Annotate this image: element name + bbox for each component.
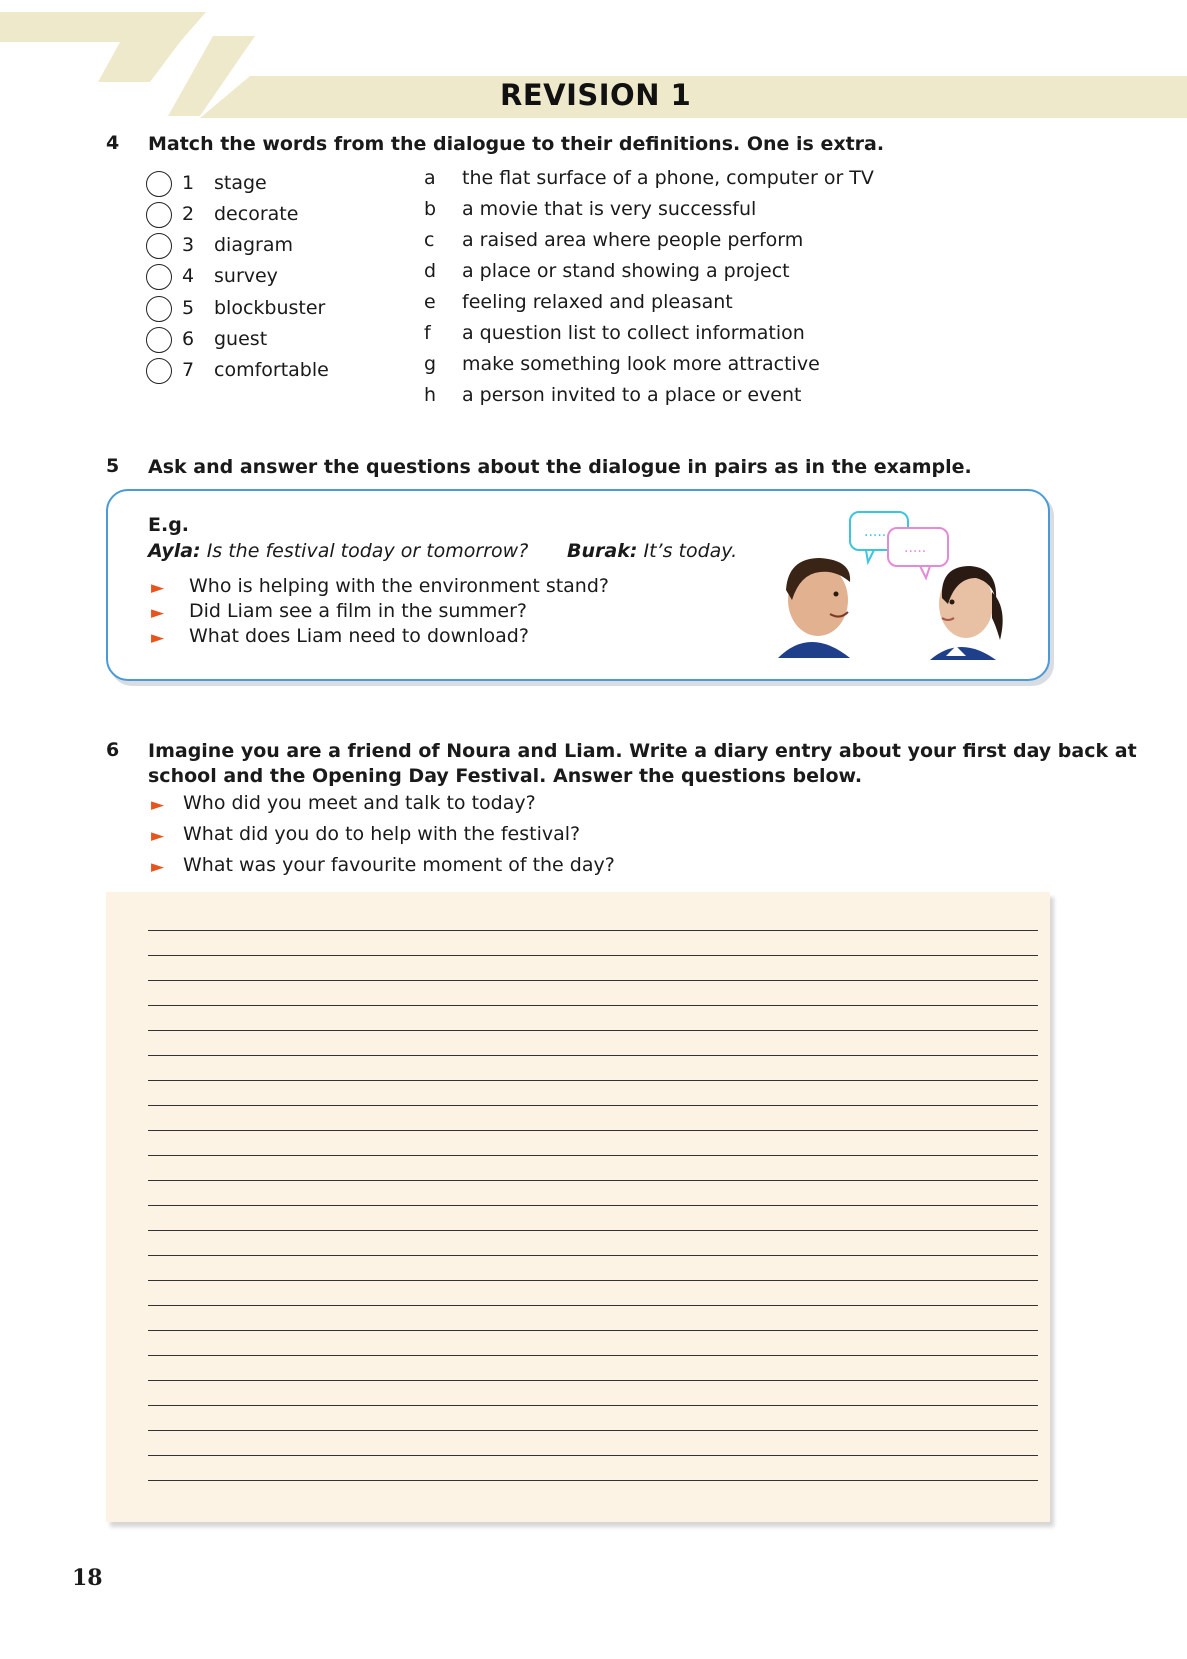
answer-circle[interactable]: [146, 202, 172, 228]
exercise-6-number: 6: [106, 739, 120, 761]
word-number: 5: [182, 297, 195, 319]
word-text: stage: [214, 172, 267, 194]
page-number: 18: [72, 1565, 103, 1591]
exercise-6-instruction-line-1: Imagine you are a friend of Noura and Liam. Write a diary entry about your first day back at: [148, 740, 1137, 762]
definition-letter: c: [424, 229, 435, 251]
definition-letter: h: [424, 384, 437, 406]
arrow-bullet-icon: ►: [151, 795, 165, 815]
question-item: Who is helping with the environment stand?: [189, 575, 609, 597]
writing-line[interactable]: [148, 1180, 1038, 1181]
writing-line[interactable]: [148, 1005, 1038, 1006]
writing-line[interactable]: [148, 1305, 1038, 1306]
exercise-5-instruction: Ask and answer the questions about the dialogue in pairs as in the example.: [148, 456, 972, 478]
word-number: 2: [182, 203, 195, 225]
definition-item: [424, 229, 1024, 260]
definition-item: [424, 167, 1024, 198]
boy-avatar: [778, 558, 850, 658]
answer-circle[interactable]: [146, 264, 172, 290]
girl-avatar: [930, 566, 1003, 660]
arrow-bullet-icon: ►: [151, 628, 165, 648]
example-line-1: [148, 540, 528, 562]
word-text: decorate: [214, 203, 299, 225]
definition-item: [424, 198, 1024, 229]
word-item: [146, 233, 406, 264]
definition-item: [424, 322, 1024, 353]
answer-circle[interactable]: [146, 296, 172, 322]
speech-bubble-icon: [888, 528, 948, 578]
word-item: [146, 296, 406, 327]
example-answer: It’s today.: [643, 540, 738, 562]
answer-circle[interactable]: [146, 233, 172, 259]
writing-line[interactable]: [148, 1330, 1038, 1331]
writing-line[interactable]: [148, 1480, 1038, 1481]
writing-line[interactable]: [148, 1430, 1038, 1431]
exercise-4-instruction: Match the words from the dialogue to their definitions. One is extra.: [148, 133, 885, 155]
word-number: 1: [182, 172, 195, 194]
speaker-name: Burak:: [567, 540, 638, 562]
definition-text: feeling relaxed and pleasant: [462, 291, 733, 313]
definition-text: a person invited to a place or event: [462, 384, 802, 406]
word-item: [146, 358, 406, 389]
definition-text: a question list to collect information: [462, 322, 805, 344]
answer-circle[interactable]: [146, 358, 172, 384]
word-text: guest: [214, 328, 268, 350]
question-item: What was your favourite moment of the day?: [183, 854, 615, 876]
definition-text: a place or stand showing a project: [462, 260, 790, 282]
definition-letter: a: [424, 167, 436, 189]
question-item: What did you do to help with the festival?: [183, 823, 581, 845]
example-question: Is the festival today or tomorrow?: [206, 540, 529, 562]
definition-text: a movie that is very successful: [462, 198, 757, 220]
writing-line[interactable]: [148, 1380, 1038, 1381]
writing-line[interactable]: [148, 1230, 1038, 1231]
question-item: Did Liam see a film in the summer?: [189, 600, 527, 622]
word-number: 3: [182, 234, 195, 256]
writing-line[interactable]: [148, 1405, 1038, 1406]
svg-text:.....: .....: [904, 540, 927, 556]
definition-item: [424, 260, 1024, 291]
writing-line[interactable]: [148, 1105, 1038, 1106]
word-number: 7: [182, 359, 195, 381]
writing-line[interactable]: [148, 955, 1038, 956]
writing-line[interactable]: [148, 1130, 1038, 1131]
arrow-bullet-icon: ►: [151, 603, 165, 623]
writing-line[interactable]: [148, 1355, 1038, 1356]
exercise-6-instruction-line-2: school and the Opening Day Festival. Answer the questions below.: [148, 765, 863, 787]
writing-line[interactable]: [148, 1055, 1038, 1056]
word-text: comfortable: [214, 359, 329, 381]
writing-line[interactable]: [148, 1455, 1038, 1456]
word-text: survey: [214, 265, 278, 287]
word-number: 4: [182, 265, 195, 287]
writing-line[interactable]: [148, 980, 1038, 981]
definition-text: make something look more attractive: [462, 353, 820, 375]
definition-letter: g: [424, 353, 437, 375]
exercise-5-number: 5: [106, 455, 120, 477]
page-title: REVISION 1: [500, 78, 692, 112]
writing-line[interactable]: [148, 1080, 1038, 1081]
definition-item: [424, 353, 1024, 384]
definition-text: a raised area where people perform: [462, 229, 804, 251]
svg-text:.....: .....: [864, 524, 887, 540]
definition-letter: d: [424, 260, 437, 282]
writing-line[interactable]: [148, 1280, 1038, 1281]
answer-circle[interactable]: [146, 171, 172, 197]
writing-line[interactable]: [148, 930, 1038, 931]
exercise-4-number: 4: [106, 132, 120, 154]
word-item: [146, 171, 406, 202]
arrow-bullet-icon: ►: [151, 826, 165, 846]
diary-writing-area[interactable]: [106, 892, 1050, 1522]
definition-letter: b: [424, 198, 437, 220]
speaker-name: Ayla:: [148, 540, 201, 562]
definition-item: [424, 384, 1024, 415]
writing-line[interactable]: [148, 1155, 1038, 1156]
students-talking-illustration: [770, 508, 1030, 666]
writing-line[interactable]: [148, 1255, 1038, 1256]
definition-letter: f: [424, 322, 431, 344]
definition-item: [424, 291, 1024, 322]
word-number: 6: [182, 328, 195, 350]
arrow-bullet-icon: ►: [151, 857, 165, 877]
word-text: diagram: [214, 234, 294, 256]
question-item: What does Liam need to download?: [189, 625, 529, 647]
word-item: [146, 327, 406, 358]
arrow-bullet-icon: ►: [151, 578, 165, 598]
definition-text: the flat surface of a phone, computer or TV: [462, 167, 874, 189]
word-item: [146, 264, 406, 295]
writing-line[interactable]: [148, 1030, 1038, 1031]
word-item: [146, 202, 406, 233]
answer-circle[interactable]: [146, 327, 172, 353]
writing-line[interactable]: [148, 1205, 1038, 1206]
example-line-2: [567, 540, 737, 562]
question-item: Who did you meet and talk to today?: [183, 792, 536, 814]
definition-letter: e: [424, 291, 436, 313]
example-label: E.g.: [148, 514, 190, 536]
word-text: blockbuster: [214, 297, 326, 319]
